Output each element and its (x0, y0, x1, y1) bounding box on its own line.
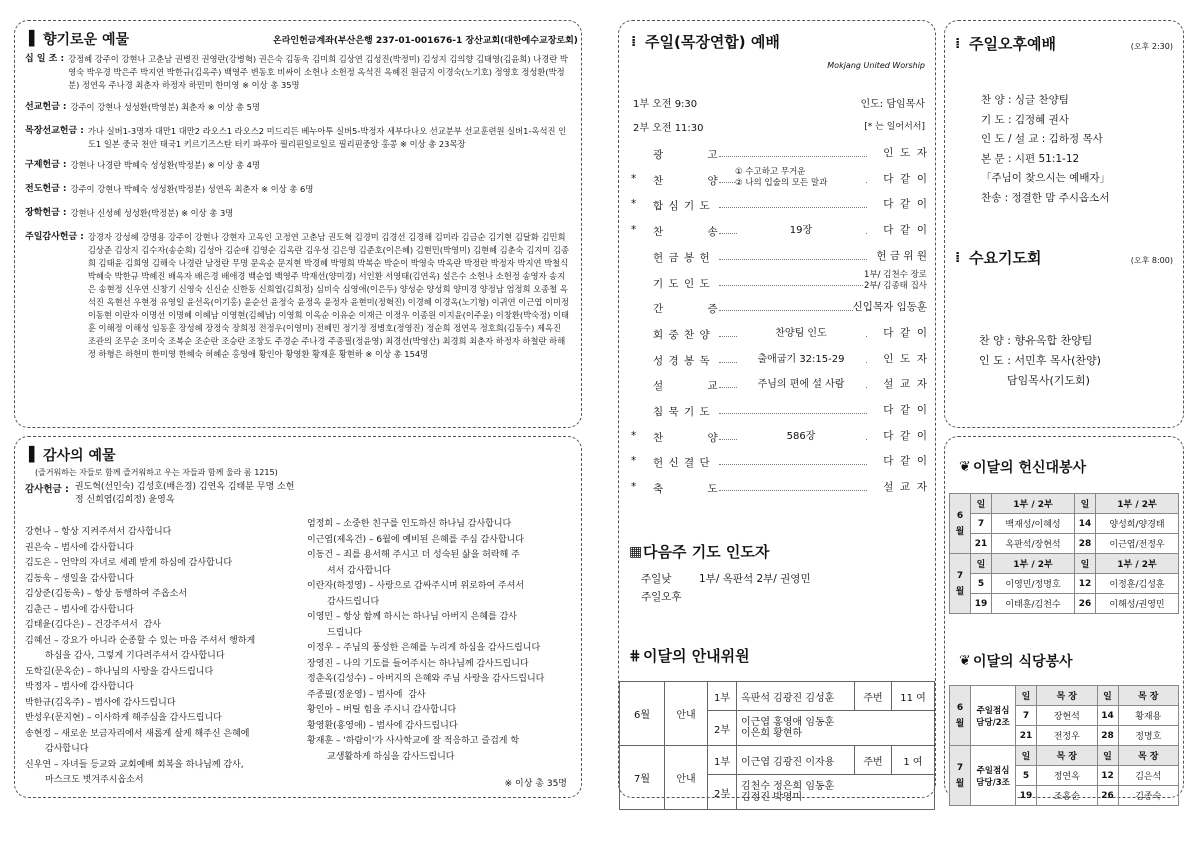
header-cell: 1부 / 2부 (992, 494, 1075, 514)
day-cell: 12 (1097, 766, 1118, 786)
order-row (627, 269, 929, 294)
sunday-english: Mokjang United Worship (827, 61, 925, 70)
order-item: 침 묵 기 도 (653, 406, 711, 418)
offering-label: 주일감사헌금 : (25, 232, 84, 242)
wednesday-time: (오후 8:00) (1130, 256, 1173, 265)
offering-title: 향기로운 예물 (43, 32, 130, 48)
assignee-cell: 이영민/정명호 (992, 574, 1075, 594)
assignee-cell: 김은석 (1118, 766, 1179, 786)
assignee-cell: 이정훈/김성훈 (1096, 574, 1179, 594)
assignee-cell: 장현석 (1037, 706, 1098, 726)
offering-names: 강현나 나경란 박혜숙 성성환(박정분) ※ 이상 총 4명 (70, 160, 260, 170)
wednesday-title: 수요기도회 (969, 249, 1042, 267)
thanks-subtitle: (즐거워하는 자들로 함께 즐거워하고 우는 자들과 함께 울라 롬 1215) (35, 468, 278, 477)
order-item: 찬 송 (653, 226, 719, 239)
assignee-cell: 이해성/권영민 (1096, 594, 1179, 614)
order-dots (719, 207, 867, 208)
order-detail: 찬양팀 인도 (737, 327, 865, 340)
kitchen-table (949, 685, 1179, 806)
offering-names: 가나 실버1-3명자 대만1 대만2 라오스1 라오스2 미드리든 베누아투 실버5-박정자 세부다나오 선교분부 선교훈련원 실버1-옥석진 인도1 일본 중국 천안 태국1 키르기즈스탄 터키 파푸아 필리핀일로일로 필리핀중앙 홍콩 ※ 이상 총 23목장 (87, 126, 567, 149)
order-detail: 주님의 편에 설 사람 (737, 378, 865, 391)
month-row (950, 534, 1179, 554)
thanks-title-row (29, 445, 116, 465)
sunday-title: 주일(목장연합) 예배 (645, 33, 780, 51)
kitchen-title-row (959, 651, 1073, 671)
order-item: 설 교 (653, 380, 719, 393)
dots-icon: ⁞ (631, 33, 637, 50)
day-cell: 5 (971, 574, 992, 594)
thanks-line: 황재훈 – '하람이'가 사사학교에 잘 적응하고 즐겁게 학 (307, 736, 520, 746)
usher-role: 안내 (665, 746, 708, 810)
order-dots (719, 413, 867, 414)
order-who: 설 교 자 (883, 378, 927, 391)
assignee-cell: 양성희/양경태 (1096, 514, 1179, 534)
afternoon-title-row (955, 33, 1056, 54)
order-row (627, 194, 929, 216)
order-row (627, 400, 929, 422)
thanks-line: 강헌나 – 항상 지켜주셔서 감사합니다 (25, 527, 172, 537)
order-item: 간 증 (653, 303, 719, 316)
day-cell: 21 (1016, 726, 1037, 746)
header-cell: 일 (1016, 746, 1037, 766)
day-cell: 19 (1016, 786, 1037, 806)
order-row (627, 451, 929, 473)
kitchen-duty-label: 주일점심 (976, 705, 1010, 716)
offering-label: 장학헌금 : (25, 208, 67, 218)
thanks-line: 하심을 감사, 그렇게 기다려주셔서 감사합니다 (25, 651, 225, 661)
order-dots (719, 490, 867, 491)
offering-label: 구제헌금 : (25, 160, 67, 170)
thanks-line: 감사드립니다 (307, 596, 380, 607)
afternoon-time: (오후 2:30) (1130, 42, 1173, 51)
header-cell: 일 (1075, 554, 1096, 574)
nextweek-title: 다음주 기도 인도자 (643, 543, 770, 561)
program-line: 담임목사(기도회) (979, 374, 1090, 387)
order-detail: 586장 (737, 430, 865, 443)
assignee-cell: 정명호 (1118, 726, 1179, 746)
program-line: 찬송 : 정결한 맘 주시옵소서 (981, 191, 1110, 204)
thanks-line: 박정자 – 범사에 감사합니다 (25, 682, 134, 692)
offering-section (25, 231, 571, 361)
order-dots (719, 464, 867, 465)
ushers-table (619, 681, 935, 810)
order-who: 다 같 이 (883, 404, 927, 416)
usher-names: 김천수 정은희 임동훈 김정진 박영미 (737, 775, 935, 810)
order-who: 다 같 이 (883, 326, 927, 339)
order-item: 헌 금 봉 헌 (653, 251, 711, 264)
thanks-box (14, 436, 582, 798)
month-header-row (950, 494, 1179, 514)
sunday-title-row (631, 31, 780, 52)
order-of-service (627, 143, 929, 503)
thanks-line: 이영민 – 항상 함께 하시는 하나님 아버지 은혜를 감사 (307, 612, 517, 622)
ushers-title: 이달의 안내위원 (643, 647, 750, 665)
offering-names: 강주이 강현나 박혜숙 성성환(박정분) 성연옥 최춘자 ※ 이상 총 6명 (70, 184, 314, 194)
offering-names: 강주이 강현나 성성환(박영분) 최춘자 ※ 이상 총 5명 (70, 102, 260, 112)
order-item: 광 고 (653, 149, 719, 161)
assignee-cell: 황재용 (1118, 706, 1179, 726)
service1: 1부 오전 9:30 (633, 99, 698, 110)
day-cell: 14 (1075, 514, 1096, 534)
day-cell: 19 (971, 594, 992, 614)
month-cell: 7 월 (950, 746, 971, 806)
thanks-line: 이정우 – 주님의 풍성한 은혜를 누리게 하심을 감사드립니다 (307, 643, 541, 653)
assignee-cell: 정연옥 (1037, 766, 1098, 786)
month-row (950, 594, 1179, 614)
order-detail: 출애굽기 32:15-29 (737, 353, 865, 366)
dots-icon: ⁞ (955, 35, 961, 52)
order-row (627, 323, 929, 345)
header-cell: 일 (971, 494, 992, 514)
program-line: 인 도 / 설 교 : 김하정 목사 (981, 133, 1103, 145)
bar-icon: ▌ (29, 31, 40, 47)
order-dots (719, 310, 867, 311)
assignee-cell: 전정우 (1037, 726, 1098, 746)
order-star: * (631, 481, 637, 494)
program-line: 「주님이 찾으시는 예배자」 (981, 172, 1111, 184)
order-dots (719, 285, 867, 286)
order-who: 다 같 이 (883, 172, 927, 185)
usher-row (620, 682, 935, 711)
flower-icon: ❦ (959, 653, 971, 669)
order-row (627, 166, 929, 191)
thanks-total: ※ 이상 총 35명 (504, 779, 567, 789)
thanks-label: 감사헌금 : (25, 484, 69, 495)
usher-names: 이근엽 김광진 이자용 (737, 746, 855, 775)
offering-account: 온라인헌금계좌(부산은행 237-01-001676-1 장산교회(대한예수교장로회) (273, 36, 578, 46)
usher-part: 2부 (708, 775, 737, 810)
nextweek-names: 1부/ 옥판석 2부/ 권영민 (699, 573, 811, 585)
month-row (950, 514, 1179, 534)
program-line: 기 도 : 김정혜 권사 (981, 113, 1069, 126)
thanks-line: 김도은 – 언약의 자녀로 세례 받게 하심에 감사합니다 (25, 558, 233, 568)
thanks-line: 셔서 감사합니다 (307, 565, 391, 576)
header-cell: 일 (1097, 746, 1118, 766)
thanks-title: 감사의 예물 (43, 448, 116, 464)
order-star: * (631, 455, 637, 468)
ushers-title-row (629, 645, 750, 666)
thanks-line: 송현정 – 새로운 보금자리에서 새롭게 살게 해주신 은혜에 (25, 728, 250, 739)
order-star: * (631, 224, 637, 237)
usher-month: 6월 (620, 682, 665, 746)
dedication-title-row (959, 457, 1086, 477)
thanks-right-list (307, 517, 571, 765)
nextweek-day: 주일낮 (641, 573, 672, 585)
order-who: 설 교 자 (883, 481, 927, 494)
hash-icon: ⋕ (629, 647, 641, 664)
thanks-names-row (25, 481, 295, 507)
afternoon-title: 주일오후예배 (969, 35, 1056, 53)
order-item: 축 도 (653, 483, 719, 496)
month-header-row (950, 554, 1179, 574)
day-cell: 5 (1016, 766, 1037, 786)
header-cell: 1부 / 2부 (1096, 554, 1179, 574)
thanks-left-list (25, 525, 305, 789)
offering-names: 강경자 강성혜 강명용 강주이 강현나 강현자 고옥인 고정연 고춘남 권도혁 김경미 김경선 김경해 김미라 김금순 김기현 김달화 김민희 김상준 김상지 김수자(송순희) 김성아 김순애 김영순 김옥란 김우성 김은영 김준호(이은혜) 김현민(박영미) 김현혜 김춘숙 김지미 김종희 김태윤 김희영 김해숙 나경란 남정란 무명 문옥순 문지현 박경혜 박명희 박복순 박순이 박영숙 박옥란 박정란 박정자 박지연 박철식 박혜숙 박한규 박혜진 배옥자 배은경 배애경 백순엽 백영주 박재선(양미경) 서인환 서영태(김연옥) 설은수 소헌나 소헌정 송영자 송지은 송현정 신우연 신창기 신영숙 신신순 신한동 신희엽(김희정) 심비숙 심영애(이은두) 양성순 양성희 양미경 양정남 엄정희 오종철 옥석진 옥현선 우현정 유영일 윤선옥(이기홍) 윤순선 윤정숙 윤정옥 윤정자 윤현미(정혁진) 이경혜 이경옥(노기형) 이귀연 이근엽 이미정 이동현 이란자 이명선 이명혜 이혜남 이영현(김혜남) 이영희 이옥순 이유순 이재근 이정우 이종원 이지윤(이주윤) 이창환(박숙정) 이태훈 이해정 이해성 임동훈 장성혜 장정숙 장희정 전정우(이영미) 전혜민 정기정 정병호(정영진) 정순희 정연옥 정호희(김동수) 제옥진 조관의 조무순 조미숙 조복순 조순란 조승란 조창도 주경순 주나경 주종필(정윤영) 최경선(박영산) 최경희 최춘자 하정자 하철란 하해정 하형은 하헌미 한미영 한혜숙 허혜순 홍영애 황인아 황영환 황재훈 황현하 ※ 이상 총 154명 (87, 232, 570, 359)
order-who: 다 같 이 (883, 455, 927, 468)
order-who: 인 도 자 (883, 352, 927, 365)
header-cell: 일 (1075, 494, 1096, 514)
service-box (944, 436, 1184, 802)
dots-icon: ⁞ (955, 249, 961, 266)
assignee-cell: 옥판석/장현석 (992, 534, 1075, 554)
order-row (627, 426, 929, 448)
offering-section (25, 183, 571, 196)
offering-section (25, 207, 571, 220)
assignee-cell: 백재성/이혜성 (992, 514, 1075, 534)
thanks-line: 교생활하게 하심을 감사드립니다 (307, 751, 455, 762)
order-who: 다 같 이 (883, 429, 927, 442)
order-who: 1부/ 김천수 장로 2부/ 김종태 집사 (864, 269, 927, 291)
offering-section (25, 125, 571, 151)
header-cell: 목 장 (1118, 686, 1179, 706)
kitchen-duty (971, 746, 1016, 806)
order-star: * (631, 172, 637, 185)
header-cell: 1부 / 2부 (992, 554, 1075, 574)
order-row (627, 374, 929, 396)
thanks-line: 황인아 – 버틸 힘을 주시니 감사합니다 (307, 705, 457, 715)
offering-label: 십 일 조 : (25, 54, 65, 64)
order-row (627, 246, 929, 268)
program-line: 인 도 : 서민후 목사(찬양) (979, 354, 1101, 367)
thanks-line: 이란자(하정영) – 사랑으로 감싸주시며 위로하여 주셔서 (307, 581, 525, 591)
order-who: 인 도 자 (883, 147, 927, 159)
flower-icon: ❦ (959, 459, 971, 475)
assignee-cell: 조홍순 (1037, 786, 1098, 806)
day-cell: 14 (1097, 706, 1118, 726)
thanks-line: 도학길(문옥순) – 하나님의 사랑을 감사드립니다 (25, 666, 214, 677)
usher-month: 7월 (620, 746, 665, 810)
usher-names: 옥판석 김광진 김성훈 (737, 682, 855, 711)
offering-names: 강정혜 강주이 강현나 고춘남 권병진 권영란(강병혁) 권은숙 김동욱 김미희 김상연 김성진(박정미) 김성지 김의향 김태영(김윤희) 나경란 박영숙 박우경 박은주 박지연 박한규(김옥주) 백영주 변동호 비싸이 소헌나 소헌정 옥석진 옥혜진 원금지 이경숙(노기호) 정영호 정성환(박정분) 정연옥 주나경 최춘자 하정자 하민미 한미영 ※ 이상 총 35명 (68, 54, 568, 90)
offering-section (25, 101, 571, 114)
header-cell: 일 (971, 554, 992, 574)
header-cell: 1부 / 2부 (1096, 494, 1179, 514)
service2: 2부 오전 11:30 (633, 123, 704, 134)
thanks-line: 김춘근 – 범사에 감사합니다 (25, 604, 134, 615)
order-row (627, 477, 929, 499)
header-cell: 일 (1016, 686, 1037, 706)
thanks-line: 박한규(김옥주) – 범사에 감사드립니다 (25, 697, 176, 708)
kitchen-duty-label: 주일점심 (976, 765, 1010, 776)
stand-note: [* 는 일어서서] (864, 122, 925, 132)
order-who: 다 같 이 (883, 198, 927, 211)
day-cell: 26 (1097, 786, 1118, 806)
kitchen-duty-sub: 담당/2조 (976, 717, 1010, 728)
month-header-row (950, 686, 1179, 706)
kitchen-duty (971, 686, 1016, 746)
order-row (627, 297, 929, 319)
thanks-line: 반성우(문지현) – 이사하게 해주심을 감사드립니다 (25, 713, 222, 723)
order-star: * (631, 429, 637, 442)
thanks-line: 이동건 – 죄를 용서해 주시고 더 성숙된 삶을 허락해 주 (307, 550, 520, 560)
thanks-line: 권은숙 – 범사에 감사합니다 (25, 542, 134, 553)
order-detail: ① 수고하고 무거운 ② 나의 입술의 모든 말과 (735, 167, 865, 189)
afternoon-box (944, 20, 1184, 428)
thanks-line: 정춘옥(김성수) – 아버지의 은혜와 주님 사랑을 감사드립니다 (307, 674, 545, 684)
thanks-line: 엄정희 – 소중한 친구를 인도하신 하나님 감사합니다 (307, 519, 512, 529)
order-dots (719, 259, 867, 260)
thanks-line: 주종필(정운영) – 범사에 감사 (307, 689, 426, 700)
month-cell: 6 월 (950, 686, 971, 746)
order-item: 기 도 인 도 (653, 277, 711, 290)
order-who: 헌 금 위 원 (876, 249, 927, 262)
program-line: 본 문 : 시편 51:1-12 (981, 152, 1080, 165)
order-item: 헌 신 결 단 (653, 457, 711, 470)
afternoon-lines (981, 91, 1110, 208)
month-header-row (950, 746, 1179, 766)
day-cell: 28 (1097, 726, 1118, 746)
thanks-line: 김태윤(김다은) – 건강주셔서 감사 (25, 620, 161, 630)
usher-part: 1부 (708, 682, 737, 711)
program-line: 찬 양 : 싱글 찬양팀 (981, 94, 1069, 106)
order-dots (719, 156, 867, 157)
leader: 인도: 담임목사 (860, 99, 925, 110)
order-item: 찬 양 (653, 174, 719, 187)
order-row (627, 143, 929, 165)
offering-section (25, 53, 571, 92)
header-cell: 목 장 (1037, 686, 1098, 706)
thanks-line: 김혜선 – 강요가 아니라 순종할 수 있는 마음 주셔서 행하게 (25, 635, 256, 646)
dedication-title: 이달의 헌신대봉사 (973, 460, 1087, 476)
nextweek-title-row (629, 541, 769, 562)
usher-names: 이근엽 홍영애 임동훈 이은희 황현하 (737, 711, 935, 746)
header-cell: 일 (1097, 686, 1118, 706)
order-star: * (631, 198, 637, 211)
offering-names: 강현나 신성혜 성성환(박정분) ※ 이상 총 3명 (70, 208, 234, 218)
month-row (950, 574, 1179, 594)
offering-label: 선교헌금 : (25, 102, 67, 112)
thanks-line: 드립니다 (307, 627, 362, 638)
thanks-line: 김동욱 – 생일을 감사합니다 (25, 573, 134, 584)
usher-role: 안내 (665, 682, 708, 746)
kitchen-title: 이달의 식당봉사 (973, 654, 1073, 670)
dedication-table (949, 493, 1179, 614)
kitchen-duty-sub: 담당/3조 (976, 777, 1010, 788)
program-line: 찬 양 : 향유옥합 찬양팀 (979, 334, 1093, 347)
usher-weekly-label: 주번 (855, 682, 892, 711)
offering-box (14, 20, 582, 428)
usher-weekly: 1 여 (892, 746, 935, 775)
thanks-names: 권도혁(선인숙) 김성호(배은경) 김연옥 김태분 무명 소헌정 신희엽(김희정) 윤영옥 (74, 482, 295, 505)
sunday-box (618, 20, 936, 803)
order-who: 신입목자 임동훈 (852, 301, 927, 314)
thanks-line: 감사합니다 (25, 744, 89, 754)
header-cell: 목 장 (1037, 746, 1098, 766)
order-item: 성 경 봉 독 (653, 354, 711, 367)
order-item: 회 중 찬 양 (653, 328, 711, 341)
order-detail: 19장 (737, 224, 865, 237)
usher-part: 2부 (708, 711, 737, 746)
day-cell: 7 (1016, 706, 1037, 726)
usher-weekly-label: 주번 (855, 746, 892, 775)
usher-weekly: 11 여 (892, 682, 935, 711)
thanks-line: 황영환(홍영애) – 범사에 감사드립니다 (307, 720, 458, 731)
order-item: 합 심 기 도 (653, 200, 711, 213)
thanks-line: 장영진 – 나의 기도를 들어주시는 하나님께 감사드립니다 (307, 658, 529, 669)
day-cell: 28 (1075, 534, 1096, 554)
thanks-line: 신우연 – 자녀들 등교와 교회예배 회복을 하나님께 감사, (25, 759, 244, 770)
assignee-cell: 이태훈/김천수 (992, 594, 1075, 614)
usher-part: 1부 (708, 746, 737, 775)
day-cell: 7 (971, 514, 992, 534)
offering-label: 전도헌금 : (25, 184, 67, 194)
day-cell: 21 (971, 534, 992, 554)
assignee-cell: 이근엽/전정우 (1096, 534, 1179, 554)
day-cell: 26 (1075, 594, 1096, 614)
order-item: 찬 양 (653, 431, 719, 444)
wednesday-title-row (955, 247, 1041, 268)
offering-section (25, 159, 571, 172)
assignee-cell: 김종숙 (1118, 786, 1179, 806)
thanks-line: 김상준(김동욱) – 항상 동행하여 주옵소서 (25, 589, 188, 599)
order-row (627, 220, 929, 242)
bar-icon: ▌ (29, 447, 40, 463)
month-cell: 6 월 (950, 494, 971, 554)
offering-title-row (29, 29, 129, 49)
usher-row (620, 746, 935, 775)
wednesday-lines (979, 331, 1101, 391)
day-cell: 12 (1075, 574, 1096, 594)
thanks-line: 마스크도 벗겨주시옵소서 (25, 775, 144, 785)
offering-label: 목장선교헌금 : (25, 126, 84, 136)
thanks-line: 이근엽(제옥건) – 6월에 예비된 은혜를 주심 감사합니다 (307, 534, 524, 545)
order-who: 다 같 이 (883, 224, 927, 237)
header-cell: 목 장 (1118, 746, 1179, 766)
month-cell: 7 월 (950, 554, 971, 614)
checker-icon: ▦ (629, 543, 643, 560)
order-row (627, 349, 929, 371)
nextweek-evening: 주일오후 (641, 591, 682, 603)
